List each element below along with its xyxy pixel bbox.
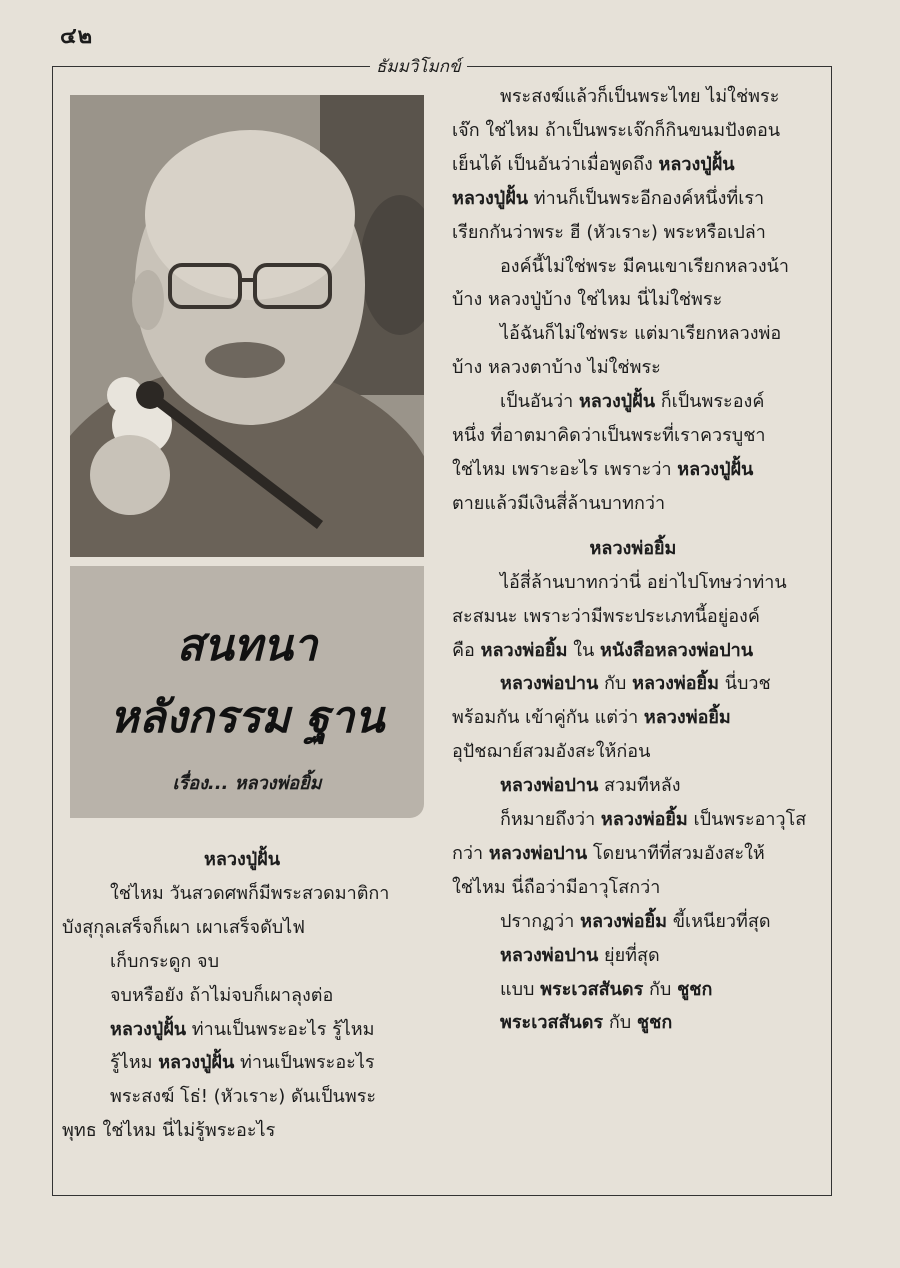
text-segment: ใช่ไหม นี่ถือว่ามีอาวุโสกว่า <box>452 876 661 898</box>
text-line <box>62 979 422 1013</box>
right-text-column <box>452 80 814 1040</box>
text-segment: กับ <box>598 673 633 695</box>
text-line <box>62 1114 422 1148</box>
text-line <box>452 283 814 317</box>
bold-name: หลวงพ่อยิ้ม <box>580 910 668 932</box>
text-segment: หนึ่ง ที่อาตมาคิดว่าเป็นพระที่เราควรบูชา <box>452 425 766 447</box>
text-line <box>62 1046 422 1080</box>
bold-name: หลวงพ่อยิ้ม <box>480 639 568 661</box>
text-segment: ปรากฏว่า <box>500 910 581 932</box>
text-segment: แบบ <box>500 978 541 1000</box>
text-line <box>62 1013 422 1047</box>
text-line <box>452 216 814 250</box>
text-segment: ท่านก็เป็นพระอีกองค์หนึ่งที่เรา <box>528 187 765 209</box>
text-segment: เป็นอันว่า <box>500 391 579 413</box>
text-segment: ไอ้ฉันก็ไม่ใช่พระ แต่มาเรียกหลวงพ่อ <box>500 323 782 345</box>
text-segment: พุทธ ใช่ไหม นี่ไม่รู้พระอะไร <box>62 1120 276 1142</box>
article-title-line-1: สนทนา <box>176 620 318 671</box>
text-segment: อุปัชฌาย์สวมอังสะให้ก่อน <box>452 741 651 763</box>
text-segment: ใช่ไหม วันสวดศพก็มีพระสวดมาติกา <box>110 882 390 904</box>
text-line <box>452 114 814 148</box>
text-line <box>62 945 422 979</box>
text-segment: สวมทีหลัง <box>598 775 681 797</box>
text-segment: เป็นพระอาวุโส <box>687 809 807 831</box>
text-line <box>452 566 814 600</box>
text-segment: รู้ไหม <box>110 1052 159 1074</box>
text-segment: โดยนาทีที่สวมอังสะให้ <box>587 842 765 864</box>
monk-portrait-icon <box>70 95 424 557</box>
text-segment: สะสมนะ เพราะว่ามีพระประเภทนี้อยู่องค์ <box>452 605 760 627</box>
text-line <box>452 667 814 701</box>
text-line <box>452 148 814 182</box>
text-line <box>62 843 422 877</box>
article-title-line-2: หลังกรรม ฐาน <box>109 692 385 743</box>
text-segment: ท่านเป็นพระอะไร <box>234 1052 375 1074</box>
text-segment: พระสงฆ์แล้วก็เป็นพระไทย ไม่ใช่พระ <box>500 86 780 107</box>
paragraph-gap <box>452 521 814 532</box>
bold-name: หลวงพ่อปาน <box>500 944 599 966</box>
bold-name: หลวงปู่ฝั้น <box>158 1052 235 1074</box>
text-line <box>452 634 814 668</box>
text-line <box>452 80 814 114</box>
text-segment: ใน <box>567 639 601 661</box>
text-line <box>452 385 814 419</box>
bold-name: ชูชก <box>636 1012 673 1034</box>
text-line <box>452 419 814 453</box>
text-segment: กับ <box>603 1012 637 1034</box>
text-line <box>452 1006 814 1040</box>
bold-name: ชูชก <box>677 978 713 1000</box>
left-text-column <box>62 843 422 1148</box>
text-segment: เย็นได้ เป็นอันว่าเมื่อพูดถึง <box>452 153 659 175</box>
text-segment: ใช่ไหม เพราะอะไร เพราะว่า <box>452 458 678 480</box>
text-segment: พระสงฆ์ โธ่! (หัวเราะ) ดันเป็นพระ <box>110 1086 377 1108</box>
text-line <box>452 871 814 905</box>
text-segment: จบหรือยัง ถ้าไม่จบก็เผาลุงต่อ <box>110 984 334 1006</box>
text-line <box>452 701 814 735</box>
text-segment: ก็หมายถึงว่า <box>500 809 601 831</box>
text-line <box>62 1080 422 1114</box>
text-segment: นี่บวช <box>718 673 771 695</box>
text-line <box>62 877 422 911</box>
bold-name: หลวงปู่ฝั้น <box>677 458 754 480</box>
text-segment: ยุ่ยที่สุด <box>598 944 660 966</box>
text-line <box>452 487 814 521</box>
bold-name: หลวงพ่อยิ้ม <box>600 809 688 831</box>
text-line <box>452 769 814 803</box>
text-segment: บ้าง หลวงตาบ้าง ไม่ใช่พระ <box>452 357 661 379</box>
bold-name: หนังสือหลวงพ่อปาน <box>600 639 754 661</box>
bold-name: หลวงพ่อปาน <box>500 673 599 695</box>
text-line <box>452 905 814 939</box>
text-line <box>452 735 814 769</box>
text-line <box>452 250 814 284</box>
text-line <box>452 939 814 973</box>
text-segment: กว่า <box>452 842 489 864</box>
text-segment: เรียกกันว่าพระ ฮี (หัวเราะ) พระหรือเปล่า <box>452 221 766 243</box>
bold-name: หลวงปู่ฝั้น <box>658 153 735 175</box>
bold-name: หลวงพ่อยิ้ม <box>632 673 719 695</box>
text-line <box>452 973 814 1007</box>
text-segment: ไอ้สี่ล้านบาทกว่านี่ อย่าไปโทษว่าท่าน <box>500 571 787 593</box>
text-segment: พร้อมกัน เข้าคู่กัน แต่ว่า <box>452 707 644 729</box>
text-segment: ท่านเป็นพระอะไร รู้ไหม <box>186 1018 375 1040</box>
bold-name: พระเวสสันดร <box>540 978 644 1000</box>
text-line <box>452 532 814 566</box>
running-title: ธัมมวิโมกข์ <box>370 53 467 80</box>
bold-name: หลวงปู่ฝั้น <box>110 1018 187 1040</box>
text-segment: ตายแล้วมีเงินสี่ล้านบาทกว่า <box>452 492 666 514</box>
text-line <box>62 911 422 945</box>
text-line <box>452 317 814 351</box>
text-segment: เจ๊ก ใช่ไหม ถ้าเป็นพระเจ๊กก็กินขนมปังตอน <box>452 119 781 141</box>
text-line <box>452 453 814 487</box>
text-segment: ขี้เหนียวที่สุด <box>667 910 771 932</box>
page-number: ๔๒ <box>60 24 94 49</box>
text-segment: บ้าง หลวงปู่บ้าง ใช่ไหม นี่ไม่ใช่พระ <box>452 289 723 311</box>
text-line <box>452 600 814 634</box>
bold-name: หลวงปู่ฝั้น <box>203 849 281 870</box>
text-line <box>452 803 814 837</box>
text-segment: ก็เป็นพระองค์ <box>655 391 765 413</box>
bold-name: หลวงพ่อยิ้ม <box>589 537 677 559</box>
bold-name: หลวงพ่อปาน <box>488 842 588 864</box>
bold-name: พระเวสสันดร <box>500 1012 604 1034</box>
bold-name: หลวงพ่อยิ้ม <box>643 707 731 729</box>
article-title-box <box>70 566 424 818</box>
bold-name: หลวงปู่ฝั้น <box>452 187 529 209</box>
text-segment: กับ <box>643 978 678 1000</box>
article-subtitle: เรื่อง... หลวงพ่อยิ้ม <box>172 773 322 794</box>
text-line <box>452 837 814 871</box>
text-segment: คือ <box>452 639 481 661</box>
bold-name: หลวงพ่อปาน <box>500 775 599 797</box>
text-line <box>452 182 814 216</box>
text-segment: บังสุกุลเสร็จก็เผา เผาเสร็จดับไฟ <box>62 916 305 938</box>
text-line <box>452 351 814 385</box>
text-segment: เก็บกระดูก จบ <box>110 950 219 972</box>
monk-portrait-photo <box>70 95 424 557</box>
bold-name: หลวงปู่ฝั้น <box>578 391 656 413</box>
text-segment: องค์นี้ไม่ใช่พระ มีคนเขาเรียกหลวงน้า <box>500 255 790 277</box>
